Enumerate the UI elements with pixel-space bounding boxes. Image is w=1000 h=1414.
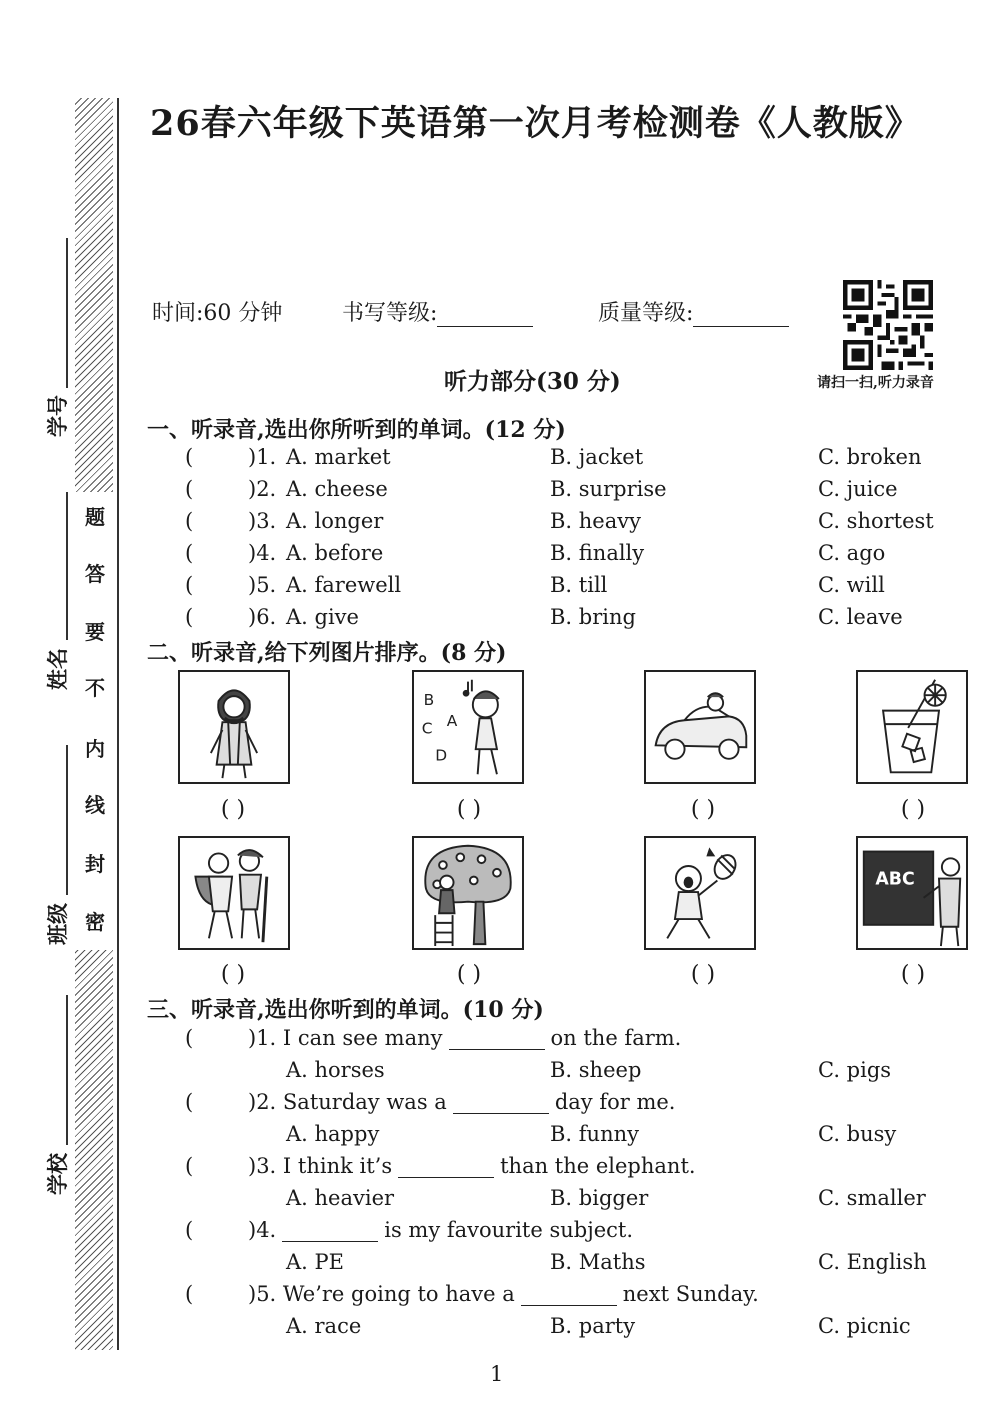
order-paren[interactable]: ( ) <box>456 962 482 987</box>
sentence-post: day for me. <box>554 1090 676 1114</box>
student-no-blank[interactable] <box>66 238 68 388</box>
seal-char: 线 <box>85 793 105 817</box>
section2-heading: 二、听录音,给下列图片排序。(8 分) <box>147 640 507 666</box>
order-paren[interactable]: ( ) <box>900 962 926 987</box>
option-b: B. funny <box>550 1122 639 1146</box>
page-title: 26春六年级下英语第一次月考检测卷《人教版》 <box>150 103 921 144</box>
girl-in-winter-coat-icon <box>178 670 290 784</box>
boy-playing-badminton-icon <box>644 836 756 950</box>
item-number: )6. <box>248 605 277 629</box>
letter: A <box>446 712 458 731</box>
sentence-post: than the elephant. <box>500 1154 696 1178</box>
option-c: C. busy <box>818 1122 897 1146</box>
option-c: C. ago <box>818 541 886 565</box>
sentence-pre: I can see many <box>282 1026 443 1050</box>
item-number: )2. <box>248 1090 277 1114</box>
fill-blank[interactable] <box>449 1029 545 1050</box>
item-number: )5. <box>248 573 277 597</box>
class-blank[interactable] <box>66 745 68 895</box>
order-paren[interactable]: ( ) <box>456 797 482 822</box>
letter: C <box>421 719 433 738</box>
option-a: A. give <box>286 605 359 629</box>
seal-char: 内 <box>85 737 105 761</box>
option-a: A. before <box>286 541 384 565</box>
sentence-post: next Sunday. <box>622 1282 759 1306</box>
item-number: )2. <box>248 477 277 501</box>
name-blank[interactable] <box>66 492 68 640</box>
option-c: C. leave <box>818 605 903 629</box>
option-b: B. sheep <box>550 1058 642 1082</box>
item-sentence <box>248 1282 759 1306</box>
sentence-pre: Saturday was a <box>282 1090 447 1114</box>
option-a: A. farewell <box>286 573 402 597</box>
option-a: A. cheese <box>286 477 388 501</box>
school-label: 学校 <box>45 1153 70 1195</box>
option-c: C. will <box>818 573 885 597</box>
option-a: A. happy <box>286 1122 380 1146</box>
order-paren[interactable]: ( ) <box>690 962 716 987</box>
option-b: B. Maths <box>550 1250 646 1274</box>
teacher-at-blackboard-icon <box>856 836 968 950</box>
fill-blank[interactable] <box>282 1221 378 1242</box>
answer-paren[interactable]: ( <box>185 477 194 501</box>
hikers-icon <box>178 836 290 950</box>
qr-code-icon[interactable] <box>843 280 933 370</box>
letter: D <box>435 746 448 765</box>
page-number: 1 <box>490 1362 504 1386</box>
writing-grade-label: 书写等级: <box>342 301 438 326</box>
option-c: C. broken <box>818 445 922 469</box>
seal-char: 密 <box>85 910 105 934</box>
fill-blank[interactable] <box>453 1093 549 1114</box>
seal-char: 不 <box>85 676 105 700</box>
answer-paren[interactable]: ( <box>185 509 194 533</box>
answer-paren[interactable]: ( <box>185 445 194 469</box>
answer-paren[interactable]: ( <box>185 573 194 597</box>
option-b: B. surprise <box>550 477 667 501</box>
item-number: )1. <box>248 445 277 469</box>
fill-blank[interactable] <box>398 1157 494 1178</box>
seal-char: 要 <box>85 620 105 644</box>
option-a: A. PE <box>286 1250 344 1274</box>
answer-paren[interactable]: ( <box>185 1218 194 1242</box>
item-number: )3. <box>248 509 277 533</box>
girl-singing-abcd-icon <box>412 670 524 784</box>
option-b: B. finally <box>550 541 645 565</box>
order-paren[interactable]: ( ) <box>220 962 246 987</box>
option-b: B. till <box>550 573 608 597</box>
part-title: 听力部分(30 分) <box>444 368 621 395</box>
glass-of-juice-icon <box>856 670 968 784</box>
letter: B <box>423 690 435 709</box>
option-b: B. bring <box>550 605 636 629</box>
option-c: C. English <box>818 1250 927 1274</box>
quality-grade-blank[interactable] <box>693 304 789 327</box>
option-a: A. longer <box>286 509 384 533</box>
quality-grade-label: 质量等级: <box>598 301 694 326</box>
option-b: B. heavy <box>550 509 641 533</box>
answer-paren[interactable]: ( <box>185 1154 194 1178</box>
sentence-post: on the farm. <box>550 1026 682 1050</box>
order-paren[interactable]: ( ) <box>900 797 926 822</box>
answer-paren[interactable]: ( <box>185 1026 194 1050</box>
section3-heading: 三、听录音,选出你听到的单词。(10 分) <box>147 997 544 1023</box>
option-a: A. horses <box>286 1058 385 1082</box>
option-c: C. smaller <box>818 1186 926 1210</box>
option-c: C. pigs <box>818 1058 892 1082</box>
sentence-post: is my favourite subject. <box>384 1218 634 1242</box>
option-c: C. shortest <box>818 509 934 533</box>
girl-picking-apples-icon <box>412 836 524 950</box>
seal-char: 题 <box>85 505 105 529</box>
answer-paren[interactable]: ( <box>185 1282 194 1306</box>
boy-in-car-icon <box>644 670 756 784</box>
item-number: )1. <box>248 1026 277 1050</box>
student-no-label: 学号 <box>45 395 70 437</box>
option-a: A. heavier <box>286 1186 395 1210</box>
binding-margin-gap <box>70 492 118 950</box>
sentence-pre: I think it’s <box>282 1154 393 1178</box>
option-b: B. jacket <box>550 445 644 469</box>
writing-grade-blank[interactable] <box>437 304 533 327</box>
fill-blank[interactable] <box>521 1285 617 1306</box>
option-a: A. race <box>286 1314 362 1338</box>
seal-char: 答 <box>85 562 105 586</box>
item-sentence <box>248 1154 696 1178</box>
item-number: )4. <box>248 541 277 565</box>
board-text: ABC <box>875 869 915 890</box>
option-b: B. party <box>550 1314 636 1338</box>
order-paren[interactable]: ( ) <box>690 797 716 822</box>
qr-caption: 请扫一扫,听力录音 <box>817 375 934 391</box>
school-blank[interactable] <box>66 995 68 1145</box>
item-number: )5. <box>248 1282 277 1306</box>
option-b: B. bigger <box>550 1186 649 1210</box>
class-label: 班级 <box>45 903 70 945</box>
margin-right-border <box>117 98 119 1350</box>
item-sentence <box>248 1218 633 1242</box>
item-sentence <box>248 1026 681 1050</box>
quality-grade <box>598 296 789 327</box>
option-a: A. market <box>286 445 391 469</box>
writing-grade <box>342 296 533 327</box>
section1-heading: 一、听录音,选出你所听到的单词。(12 分) <box>147 417 566 443</box>
item-number: )3. <box>248 1154 277 1178</box>
name-label: 姓名 <box>45 648 70 690</box>
order-paren[interactable]: ( ) <box>220 797 246 822</box>
answer-paren[interactable]: ( <box>185 541 194 565</box>
sentence-pre: We’re going to have a <box>282 1282 515 1306</box>
answer-paren[interactable]: ( <box>185 605 194 629</box>
option-c: C. picnic <box>818 1314 911 1338</box>
seal-char: 封 <box>85 852 105 876</box>
time-info: 时间:60 分钟 <box>152 301 283 326</box>
item-sentence <box>248 1090 675 1114</box>
option-c: C. juice <box>818 477 898 501</box>
item-number: )4. <box>248 1218 277 1242</box>
answer-paren[interactable]: ( <box>185 1090 194 1114</box>
